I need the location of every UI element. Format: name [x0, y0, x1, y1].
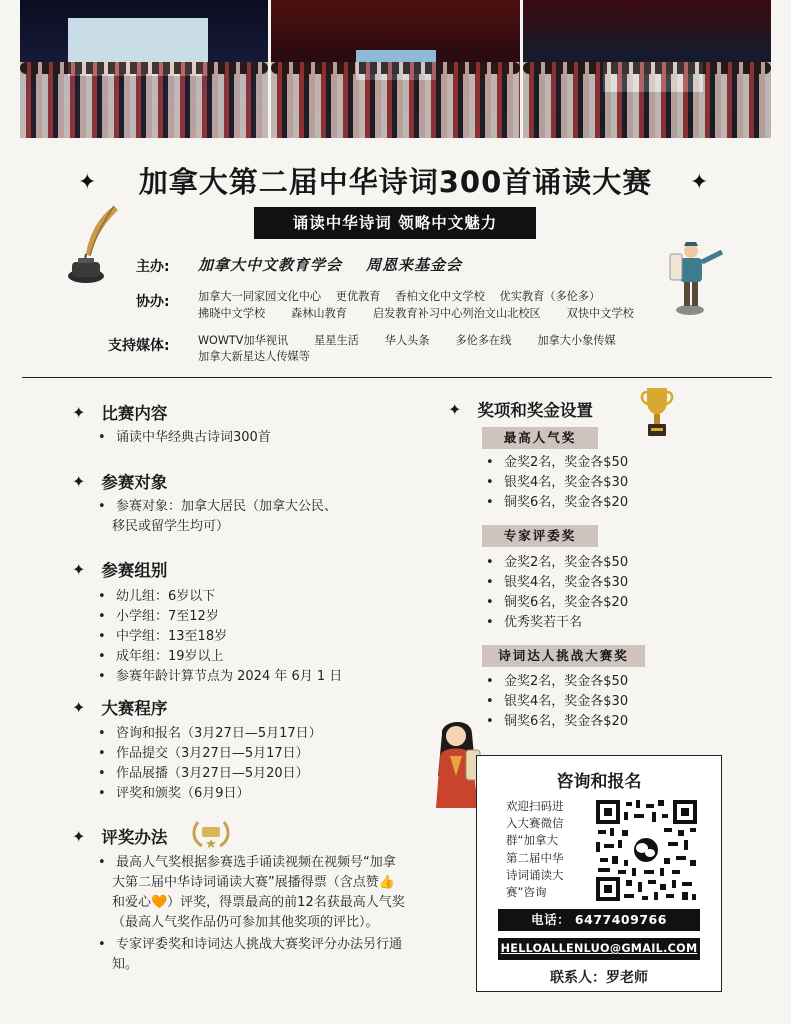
sparkle-icon: ✦ [72, 471, 86, 491]
sparkle-icon: ✦ [72, 697, 86, 717]
contact-text: 欢迎扫码进 入大赛微信 群“加拿大 第二届中华 诗词诵读大 赛”咨询 [506, 799, 564, 900]
list-item: • 优秀奖若干名 [484, 613, 628, 633]
list-item: • 成年组：19岁以上 [96, 647, 342, 667]
list-item-continuation: 大第二届中华诗词诵读大赛”展播得票（含点赞👍 [112, 875, 395, 890]
award-tag-challenge: 诗词达人挑战大赛奖 [482, 645, 645, 667]
list-item: • 咨询和报名（3月27日—5月17日） [96, 724, 322, 744]
host-name: 加拿大中文教育学会 [198, 256, 343, 274]
laurel-badge-icon [190, 818, 232, 850]
list-item: • 作品展播（3月27日—5月20日） [96, 764, 322, 784]
section-heading-awards: ✦ 奖项和奖金设置 [448, 399, 593, 420]
list-item: • 银奖4名，奖金各$30 [484, 473, 628, 493]
groups-list [96, 587, 342, 687]
list-item: • 铜奖6名，奖金各$20 [484, 593, 628, 613]
list-item-continuation: 知。 [112, 957, 139, 972]
list-item-continuation: 和爱心🧡）评奖，得票最高的前12名获最高人气奖 [112, 895, 405, 910]
list-item: • 参赛对象：加拿大居民（加拿大公民、 [96, 497, 337, 517]
list-item: • 评奖和颁奖（6月9日） [96, 784, 322, 804]
list-item: • 银奖4名，奖金各$30 [484, 692, 628, 712]
event-photo-1 [20, 0, 268, 138]
award-list-expert [484, 553, 628, 633]
list-item-continuation: （最高人气奖作品仍可参加其他奖项的评比）。 [112, 915, 379, 930]
quill-inkwell-icon [62, 204, 126, 286]
sparkle-icon: ✦ [448, 399, 462, 419]
sparkle-icon: ✦ [690, 170, 709, 195]
host-name: 周恩来基金会 [366, 256, 463, 274]
reading-man-icon [666, 240, 730, 316]
section-heading-content: ✦ 比赛内容 [72, 402, 168, 423]
list-item: • 作品提交（3月27日—5月17日） [96, 744, 322, 764]
list-item: • 铜奖6名，奖金各$20 [484, 493, 628, 513]
page-title: 加拿大第二届中华诗词300首诵读大赛 [138, 165, 653, 199]
list-item: • 参赛年龄计算节点为 2024 年 6月 1 日 [96, 667, 342, 687]
host-label: 主办: [136, 259, 170, 275]
section-heading-groups: ✦ 参赛组别 [72, 559, 168, 580]
title-row [0, 160, 791, 201]
schedule-list [96, 724, 322, 804]
award-list-popular [484, 453, 628, 513]
contact-person: 联系人：罗老师 [550, 970, 648, 986]
media-label: 支持媒体: [108, 338, 170, 354]
section-heading-eligibility: ✦ 参赛对象 [72, 471, 168, 492]
list-item: • 小学组：7至12岁 [96, 607, 342, 627]
eligibility-list [96, 497, 337, 517]
sparkle-icon: ✦ [72, 826, 86, 846]
sparkle-icon: ✦ [72, 402, 86, 422]
event-photo-2 [271, 0, 519, 138]
judging-list [96, 935, 402, 955]
judging-list [96, 853, 396, 873]
slogan-banner: 诵读中华诗词 领略中文魅力 [254, 207, 536, 239]
list-item: • 中学组：13至18岁 [96, 627, 342, 647]
media-list: 加拿大新星达人传媒等 [198, 350, 310, 363]
divider [22, 377, 772, 378]
list-item: • 幼儿组：6岁以下 [96, 587, 342, 607]
email-link[interactable]: HELLOALLENLUO@GMAIL.COM [498, 938, 700, 960]
wechat-qr-code[interactable] [594, 798, 699, 903]
list-item: • 专家评委奖和诗词达人挑战大赛奖评分办法另行通 [96, 935, 402, 955]
list-item: • 金奖2名，奖金各$50 [484, 553, 628, 573]
section-heading-schedule: ✦ 大赛程序 [72, 697, 168, 718]
sparkle-icon: ✦ [72, 559, 86, 579]
contact-title: 咨询和报名 [556, 772, 642, 792]
host-names [198, 254, 462, 275]
list-item: • 银奖4名，奖金各$30 [484, 573, 628, 593]
list-item: • 铜奖6名，奖金各$20 [484, 712, 628, 732]
list-item: • 金奖2名，奖金各$50 [484, 672, 628, 692]
award-list-challenge [484, 672, 628, 732]
list-item: • 最高人气奖根据参赛选手诵读视频在视频号“加拿 [96, 853, 396, 873]
co-organizer-label: 协办: [136, 294, 170, 310]
list-item-continuation: 移民或留学生均可） [112, 519, 230, 534]
award-tag-popular: 最高人气奖 [482, 427, 598, 449]
trophy-icon [638, 384, 676, 440]
photo-strip [20, 0, 771, 138]
content-list [96, 428, 271, 448]
co-organizer-list: 拂晓中文学校 森林山教育 启发教育补习中心列治文山北校区 双快中文学校 [198, 307, 634, 320]
co-organizer-list: 加拿大一同家园文化中心 更优教育 香柏文化中文学校 优实教育（多伦多） [198, 290, 601, 303]
list-item: • 诵读中华经典古诗词300首 [96, 428, 271, 448]
list-item: • 金奖2名，奖金各$50 [484, 453, 628, 473]
sparkle-icon: ✦ [78, 170, 97, 195]
award-tag-expert: 专家评委奖 [482, 525, 598, 547]
media-list: WOWTV加华视讯 星星生活 华人头条 多伦多在线 加拿大小象传媒 [198, 334, 616, 347]
section-heading-judging: ✦ 评奖办法 [72, 826, 168, 847]
event-photo-3 [523, 0, 771, 138]
phone-bar[interactable]: 电话： 6477409766 [498, 909, 700, 931]
contact-box [476, 755, 722, 992]
